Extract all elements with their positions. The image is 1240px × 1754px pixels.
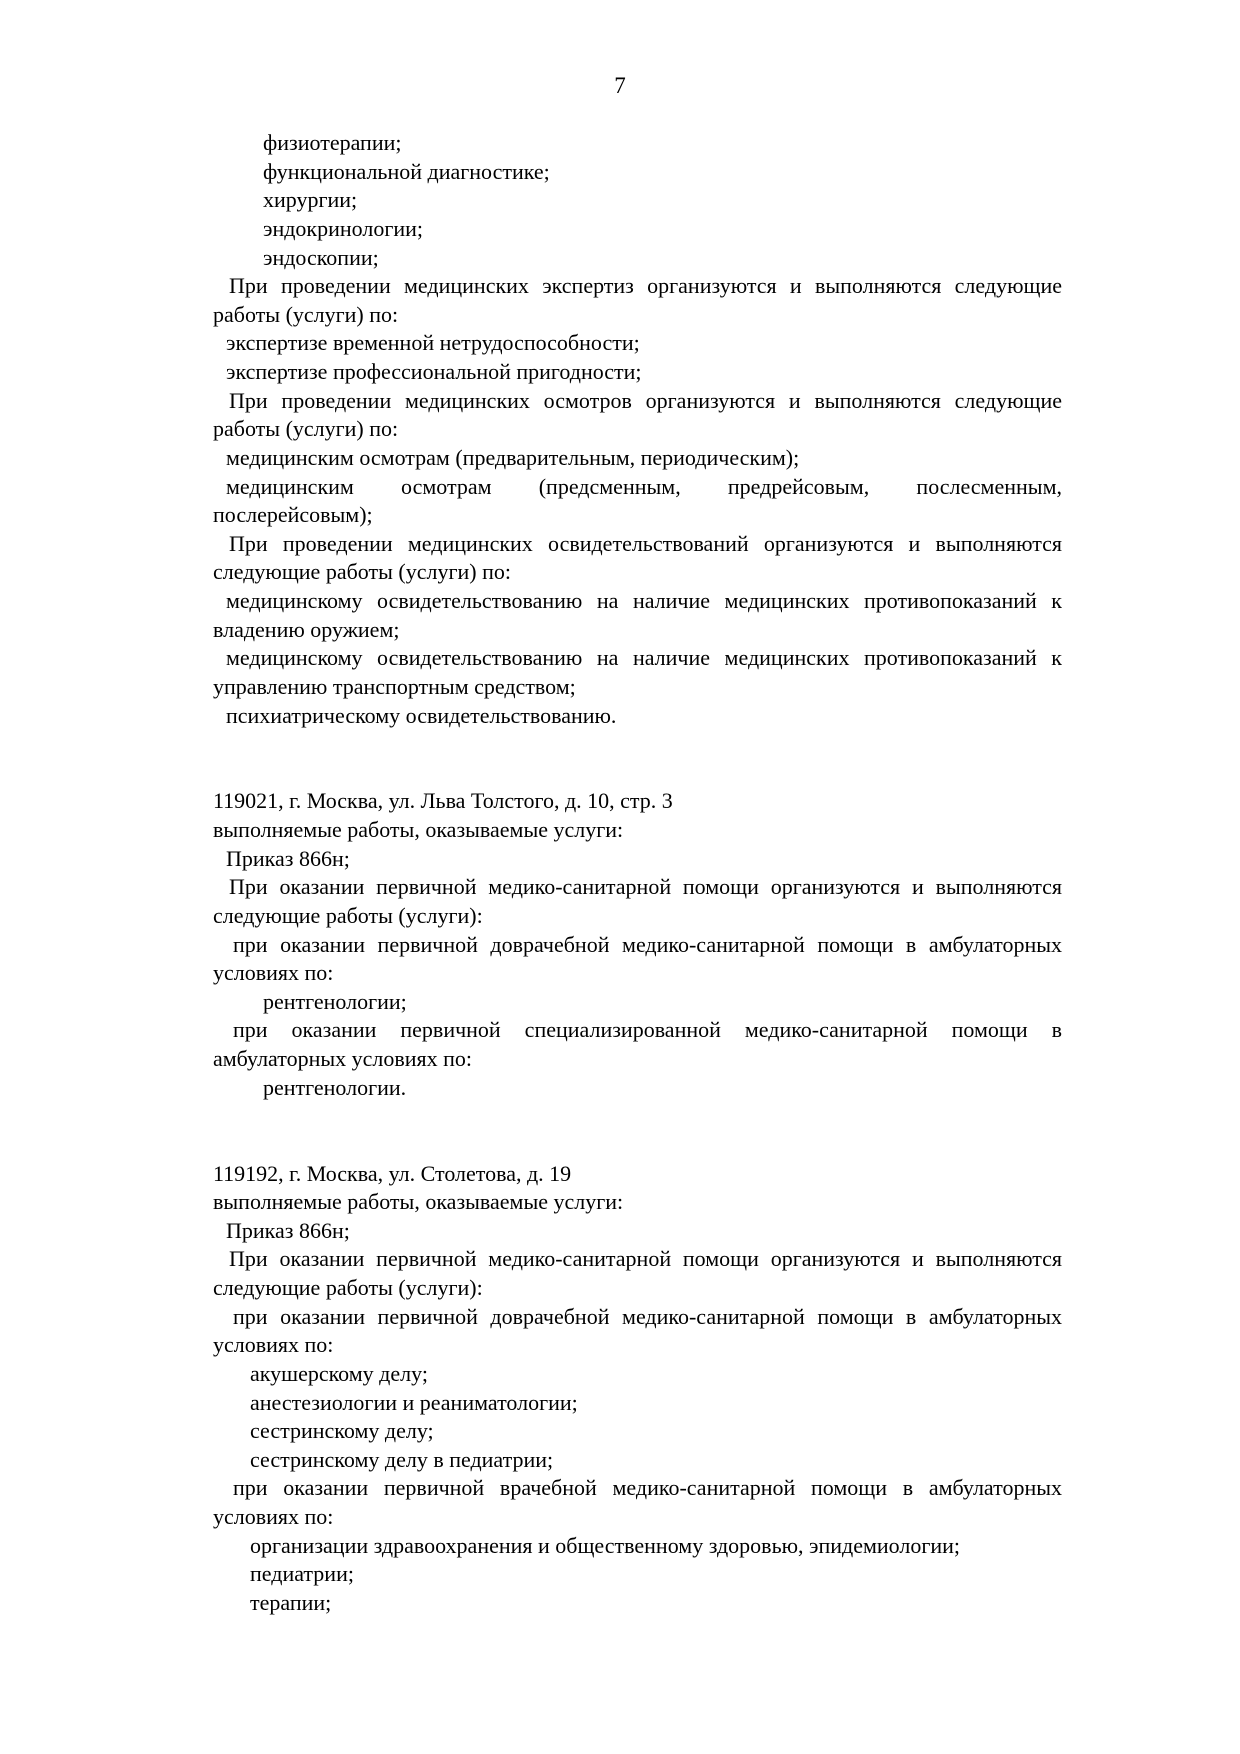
list-item: медицинским осмотрам (предварительным, периодическим); [226,444,800,470]
paragraph-line: следующие работы (услуги): [213,1275,483,1300]
list-item: эндоскопии; [263,244,379,270]
paragraph-line: выполняемые работы, оказываемые услуги: [213,1189,624,1215]
list-item: сестринскому делу в педиатрии; [250,1446,554,1472]
paragraph-line: работы (услуги) по: [213,301,399,327]
paragraph-line: следующие работы (услуги) по: [213,559,511,585]
blank-line [213,730,1062,759]
list-item: медицинскому освидетельствованию на наличие медицинских противопоказаний к [226,645,1062,671]
list-item: рентгенологии; [263,988,407,1014]
paragraph-line: При оказании первичной медико-санитарной помощи организуются и выполняются [229,1246,1062,1272]
list-item: педиатрии; [250,1561,354,1587]
list-item: амбулаторных условиях по: [213,1046,473,1071]
list-item: послерейсовым); [213,502,373,528]
list-item: анестезиологии и реаниматологии; [250,1389,578,1415]
list-item: при оказании первичной специализированной медико-санитарной помощи в [233,1017,1062,1043]
list-item: условиях по: [213,960,334,986]
paragraph-line: следующие работы (услуги): [213,902,483,928]
list-item: управлению транспортным средством; [213,673,576,699]
list-item: хирургии; [263,187,358,213]
list-item: организации здравоохранения и общественному здоровью, эпидемиологии; [250,1532,961,1558]
list-item: функциональной диагностике; [263,158,550,184]
blank-line [213,1102,1062,1131]
blank-line [213,1131,1062,1160]
list-item: медицинскому освидетельствованию на наличие медицинских противопоказаний к [226,588,1062,613]
address-line: 119021, г. Москва, ул. Льва Толстого, д. 10, стр. 3 [213,788,673,814]
list-item: экспертизе профессиональной пригодности; [226,359,642,384]
list-item: психиатрическому освидетельствованию. [226,702,617,728]
list-item: рентгенологии. [263,1074,407,1100]
list-item: терапии; [250,1589,332,1615]
list-item: акушерскому делу; [250,1360,428,1386]
document-body [213,129,1062,1618]
list-item: условиях по: [213,1504,334,1529]
list-item: условиях по: [213,1332,334,1358]
list-item: физиотерапии; [263,130,402,155]
paragraph-line: выполняемые работы, оказываемые услуги: [213,817,624,842]
paragraph-line: При проведении медицинских экспертиз организуются и выполняются следующие [229,273,1062,299]
list-item: эндокринологии; [263,215,424,241]
blank-line [213,759,1062,788]
page-number: 7 [614,73,626,98]
list-item: при оказании первичной врачебной медико-санитарной помощи в амбулаторных [233,1475,1062,1501]
list-item: при оказании первичной доврачебной медико-санитарной помощи в амбулаторных [233,1303,1062,1329]
list-item: Приказ 866н; [226,1217,350,1243]
paragraph-line: работы (услуги) по: [213,416,399,442]
list-item: владению оружием; [213,616,400,642]
address-line: 119192, г. Москва, ул. Столетова, д. 19 [213,1160,572,1186]
paragraph-line: При оказании первичной медико-санитарной помощи организуются и выполняются [229,874,1062,900]
paragraph-line: При проведении медицинских освидетельствований организуются и выполняются [229,530,1062,556]
paragraph-line: При проведении медицинских осмотров организуются и выполняются следующие [229,387,1062,413]
list-item: экспертизе временной нетрудоспособности; [226,330,640,356]
list-item: Приказ 866н; [226,845,350,871]
list-item: сестринскому делу; [250,1418,434,1444]
list-item: при оказании первичной доврачебной медико-санитарной помощи в амбулаторных [233,931,1062,957]
list-item: медицинским осмотрам (предсменным, предрейсовым, послесменным, [226,473,1062,499]
